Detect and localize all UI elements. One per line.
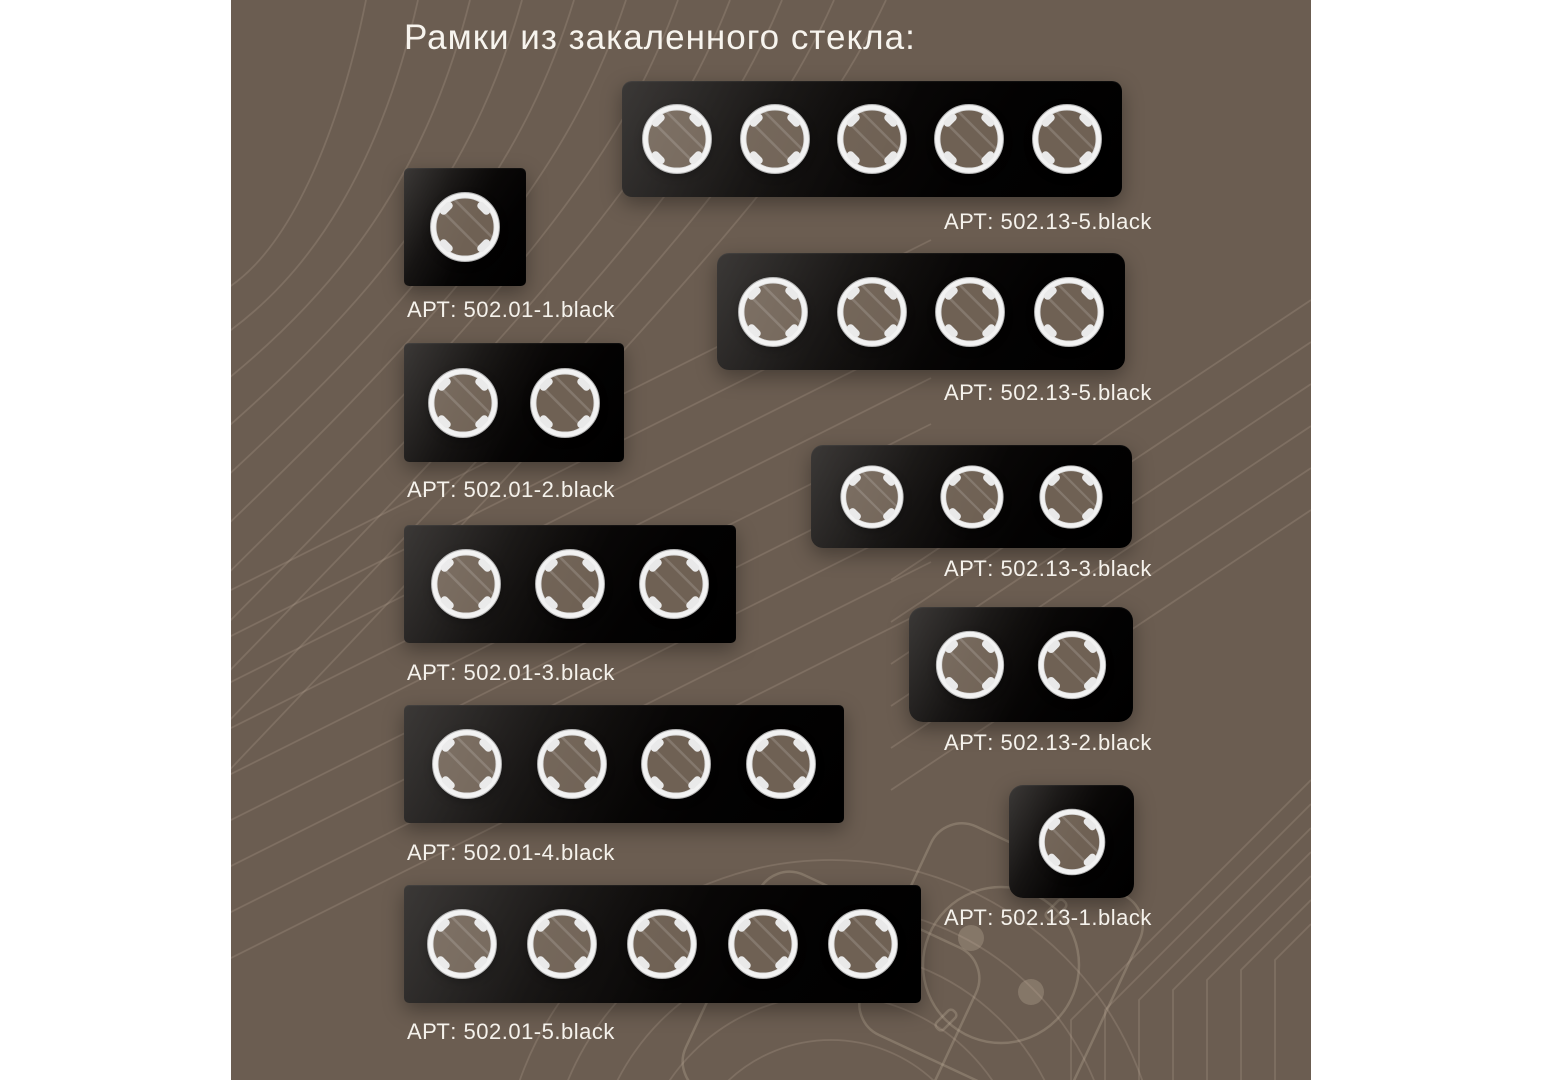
socket-ring-cutout: [523, 361, 607, 445]
product-frame: [811, 445, 1132, 548]
socket-ring-cutout: [635, 97, 719, 181]
product-frame: [404, 168, 526, 286]
socket-ring-cutout: [1027, 270, 1111, 354]
product-label: АРТ: 502.01-3.black: [407, 660, 615, 685]
socket-ring-cutout: [821, 902, 905, 986]
socket-ring-cutout: [620, 902, 704, 986]
socket-ring-cutout: [733, 97, 817, 181]
product-label: АРТ: 502.01-1.black: [407, 297, 615, 322]
socket-ring-cutout: [420, 902, 504, 986]
product-label: АРТ: 502.13-3.black: [944, 556, 1152, 581]
socket-ring-cutout: [425, 722, 509, 806]
socket-ring-cutout: [830, 270, 914, 354]
socket-ring-cutout: [1033, 459, 1109, 535]
product-frame: [404, 525, 736, 643]
product-label: АРТ: 502.01-2.black: [407, 477, 615, 502]
product-frame: [404, 705, 844, 823]
socket-ring-cutout: [1025, 97, 1109, 181]
socket-ring-cutout: [424, 542, 508, 626]
socket-ring-cutout: [927, 97, 1011, 181]
socket-ring-cutout: [634, 722, 718, 806]
product-label: АРТ: 502.13-1.black: [944, 905, 1152, 930]
product-frame: [717, 253, 1125, 370]
product-frame: [909, 607, 1133, 722]
socket-ring-cutout: [1031, 624, 1113, 706]
socket-ring-cutout: [739, 722, 823, 806]
socket-ring-cutout: [928, 270, 1012, 354]
product-label: АРТ: 502.13-2.black: [944, 730, 1152, 755]
socket-ring-cutout: [834, 459, 910, 535]
socket-ring-cutout: [530, 722, 614, 806]
socket-ring-cutout: [929, 624, 1011, 706]
catalog-board: [231, 0, 1311, 1080]
product-frame: [1009, 785, 1134, 898]
socket-ring-cutout: [1032, 802, 1112, 882]
product-label: АРТ: 502.13-5.black: [944, 209, 1152, 234]
socket-ring-cutout: [423, 185, 507, 269]
socket-ring-cutout: [934, 459, 1010, 535]
socket-ring-cutout: [528, 542, 612, 626]
product-frame: [622, 81, 1122, 197]
socket-ring-cutout: [421, 361, 505, 445]
product-label: АРТ: 502.13-5.black: [944, 380, 1152, 405]
page-title: Рамки из закаленного стекла:: [404, 18, 916, 57]
socket-ring-cutout: [721, 902, 805, 986]
product-label: АРТ: 502.01-4.black: [407, 840, 615, 865]
product-label: АРТ: 502.01-5.black: [407, 1019, 615, 1044]
product-frame: [404, 885, 921, 1003]
product-frame: [404, 343, 624, 462]
socket-ring-cutout: [632, 542, 716, 626]
socket-ring-cutout: [520, 902, 604, 986]
socket-ring-cutout: [731, 270, 815, 354]
socket-ring-cutout: [830, 97, 914, 181]
